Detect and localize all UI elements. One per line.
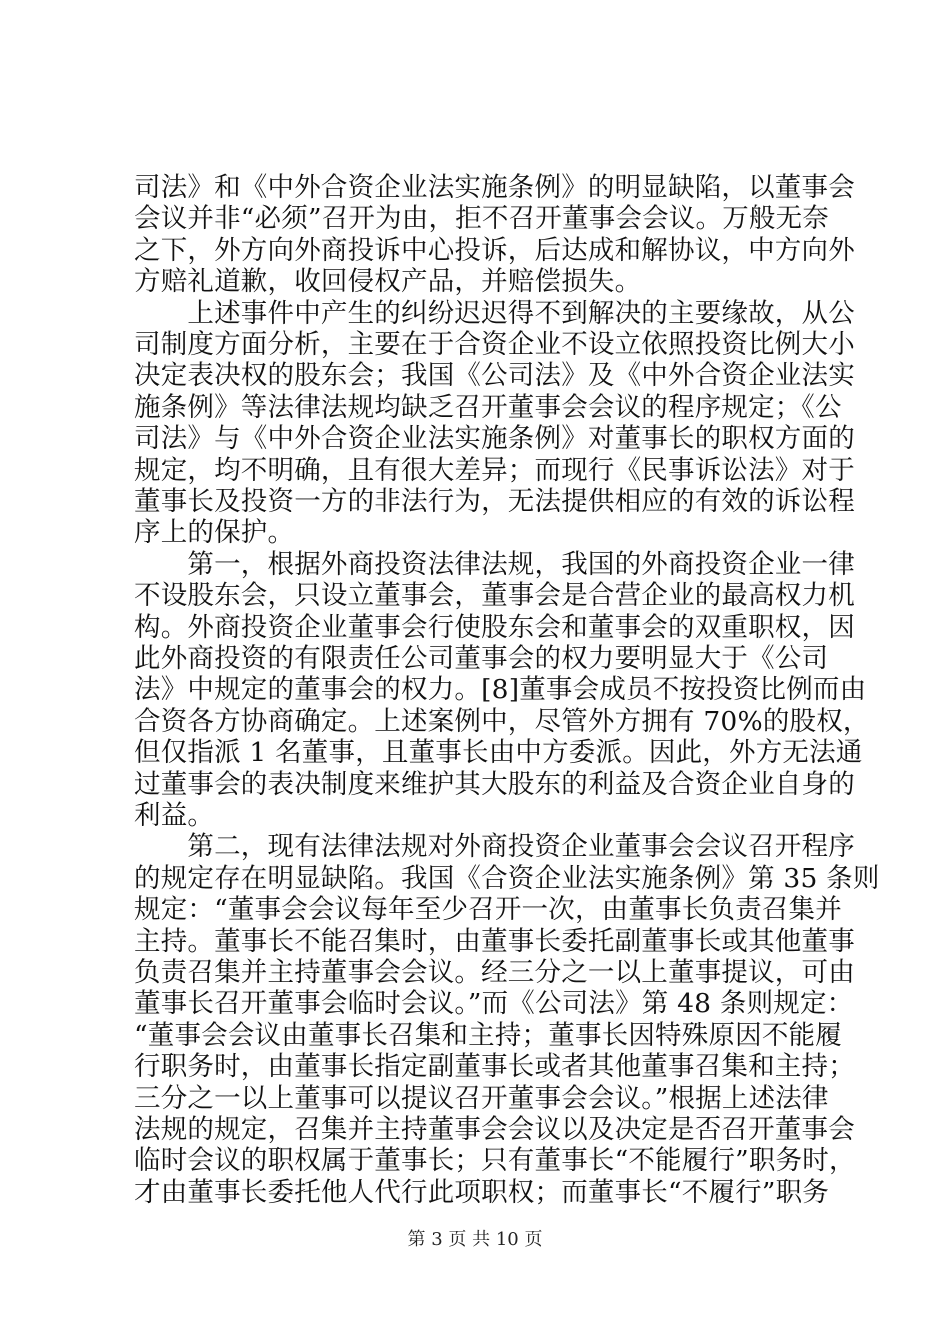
text-line: 董事长及投资一方的非法行为，无法提供相应的有效的诉讼程 bbox=[134, 486, 855, 517]
text-line: 不设股东会，只设立董事会，董事会是合营企业的最高权力机 bbox=[134, 580, 855, 612]
text-line: 构。外商投资企业董事会行使股东会和董事会的双重职权，因 bbox=[134, 611, 855, 643]
text-line: 司法》与《中外合资企业法实施条例》对董事长的职权方面的 bbox=[134, 423, 855, 455]
text-line: 施条例》等法律法规均缺乏召开董事会会议的程序规定；《公 bbox=[134, 391, 842, 423]
text-line: 规定，均不明确，且有很大差异；而现行《民事诉讼法》对于 bbox=[134, 454, 855, 486]
text-line: 司法》和《中外合资企业法实施条例》的明显缺陷，以董事会 bbox=[134, 172, 855, 203]
text-line: 但仅指派 1 名董事，且董事长由中方委派。因此，外方无法通 bbox=[134, 737, 863, 769]
text-line: 之下，外方向外商投诉中心投诉，后达成和解协议，中方向外 bbox=[134, 234, 855, 266]
text-line: 会议并非“必须”召开为由，拒不召开董事会会议。万般无奈 bbox=[134, 203, 829, 235]
text-line: 决定表决权的股东会；我国《公司法》及《中外合资企业法实 bbox=[134, 360, 855, 392]
text-line: 第二，现有法律法规对外商投资企业董事会会议召开程序 bbox=[134, 831, 855, 863]
text-line: 过董事会的表决制度来维护其大股东的利益及合资企业自身的 bbox=[134, 768, 855, 800]
text-line: 合资各方协商确定。上述案例中，尽管外方拥有 70%的股权， bbox=[134, 705, 870, 737]
page-footer: 第 3 页 共 10 页 bbox=[407, 1229, 543, 1250]
text-line: 法规的规定，召集并主持董事会会议以及决定是否召开董事会 bbox=[134, 1114, 855, 1145]
text-line: 上述事件中产生的纠纷迟迟得不到解决的主要缘故，从公 bbox=[134, 297, 855, 329]
text-line: “董事会会议由董事长召集和主持；董事长因特殊原因不能履 bbox=[134, 1019, 842, 1051]
text-line: 负责召集并主持董事会会议。经三分之一以上董事提议，可由 bbox=[134, 957, 855, 988]
text-line: 的规定存在明显缺陷。我国《合资企业法实施条例》第 35 条则 bbox=[134, 862, 880, 894]
text-line: 利益。 bbox=[134, 800, 215, 831]
text-line: 主持。董事长不能召集时，由董事长委托副董事长或其他董事 bbox=[134, 925, 855, 957]
text-line: 此外商投资的有限责任公司董事会的权力要明显大于《公司 bbox=[134, 643, 829, 674]
text-line: 方赔礼道歉，收回侵权产品，并赔偿损失。 bbox=[134, 266, 642, 298]
text-line: 才由董事长委托他人代行此项职权；而董事长“不履行”职务 bbox=[134, 1176, 829, 1208]
text-line: 规定：“董事会会议每年至少召开一次，由董事长负责召集并 bbox=[134, 894, 842, 926]
text-line: 司制度方面分析，主要在于合资企业不设立依照投资比例大小 bbox=[134, 329, 855, 360]
text-line: 董事长召开董事会临时会议。”而《公司法》第 48 条则规定： bbox=[134, 988, 854, 1020]
text-line: 临时会议的职权属于董事长；只有董事长“不能履行”职务时， bbox=[134, 1145, 856, 1177]
text-line: 序上的保护。 bbox=[134, 517, 295, 549]
text-line: 行职务时，由董事长指定副董事长或者其他董事召集和主持； bbox=[134, 1051, 855, 1083]
text-line: 三分之一以上董事可以提议召开董事会会议。”根据上述法律 bbox=[134, 1082, 829, 1114]
text-line: 第一，根据外商投资法律法规，我国的外商投资企业一律 bbox=[134, 548, 855, 580]
text-line: 法》中规定的董事会的权力。[8]董事会成员不按投资比例而由 bbox=[134, 674, 867, 706]
